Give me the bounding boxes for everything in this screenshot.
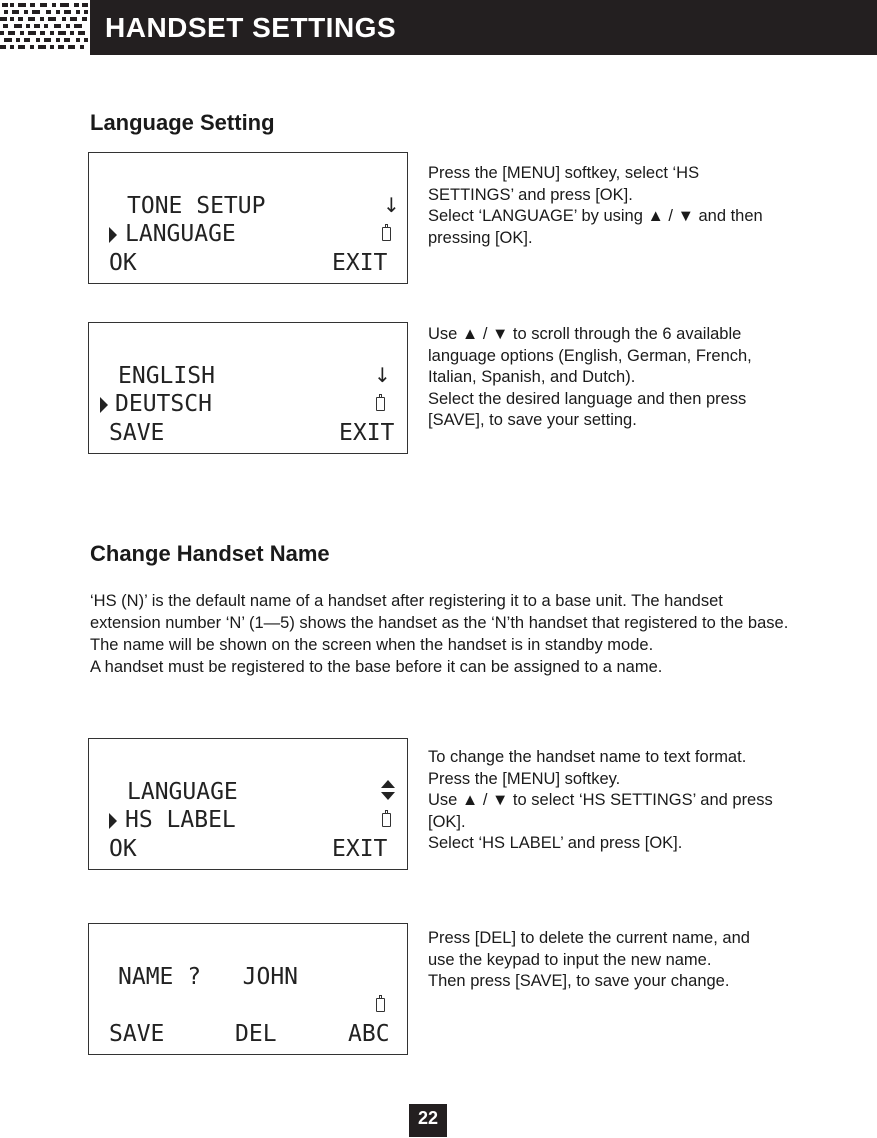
page-header-title: HANDSET SETTINGS <box>105 12 397 43</box>
lcd-line-1: LANGUAGE <box>127 779 238 805</box>
battery-icon <box>376 397 385 411</box>
lcd-line-2: HS LABEL <box>125 807 236 833</box>
section-title-language: Language Setting <box>90 110 275 135</box>
lcd-softkey-left: OK <box>109 836 137 862</box>
description-4 <box>428 928 778 993</box>
lcd-screen-language-list <box>88 322 408 454</box>
description-paragraph: Press [DEL] to delete the current name, and use the keypad to input the new name. <box>428 929 750 969</box>
scroll-down-icon: ↓ <box>374 363 391 387</box>
battery-icon <box>382 227 391 241</box>
body-paragraph: A handset must be registered to the base before it can be assigned to a name. <box>90 658 663 676</box>
lcd-line-1: ENGLISH <box>118 363 215 389</box>
lcd-screen-tone-setup <box>88 152 408 284</box>
description-1 <box>428 163 778 249</box>
lcd-softkey-right: EXIT <box>332 836 388 862</box>
description-paragraph: Select the desired language and then press [SAVE], to save your setting. <box>428 389 747 429</box>
cursor-arrow-icon <box>100 397 108 413</box>
scroll-down-icon: ↓ <box>383 193 400 217</box>
lcd-screen-name-entry <box>88 923 408 1055</box>
section-title-handset-name: Change Handset Name <box>90 541 330 566</box>
lcd-line-1: NAME ? JOHN <box>118 964 299 990</box>
lcd-softkey-right: EXIT <box>332 250 388 276</box>
lcd-softkey-middle: DEL <box>235 1021 277 1047</box>
lcd-screen-hs-label <box>88 738 408 870</box>
page-number: 22 <box>409 1104 447 1137</box>
description-3 <box>428 747 778 855</box>
description-paragraph: Use ▲ / ▼ to scroll through the 6 available language options (English, German, French, Italian, Spanish, and Dutch). <box>428 325 752 386</box>
lcd-softkey-left: SAVE <box>109 420 165 446</box>
lcd-line-1: TONE SETUP <box>127 193 266 219</box>
description-paragraph: Press the [MENU] softkey. <box>428 769 621 788</box>
cursor-arrow-icon <box>109 227 117 243</box>
description-paragraph: Select ‘HS LABEL’ and press [OK]. <box>428 834 683 852</box>
battery-icon <box>376 998 385 1012</box>
lcd-line-2: LANGUAGE <box>125 221 236 247</box>
description-paragraph: Select ‘LANGUAGE’ by using ▲ / ▼ and then pressing [OK]. <box>428 207 763 247</box>
cursor-arrow-icon <box>109 813 117 829</box>
description-paragraph: Use ▲ / ▼ to select ‘HS SETTINGS’ and press [OK]. <box>428 791 773 831</box>
body-paragraph: ‘HS (N)’ is the default name of a handset after registering it to a base unit. The handset extension number ‘N’ (1—5) shows the handset as the ‘N’th handset that registered to the base. The name will be shown on the screen when the handset is in standby mode. <box>90 592 789 654</box>
battery-icon <box>382 813 391 827</box>
description-2 <box>428 324 778 432</box>
description-paragraph: To change the handset name to text format. <box>428 748 747 766</box>
lcd-softkey-left: SAVE <box>109 1021 165 1047</box>
handset-name-body <box>90 590 790 678</box>
lcd-line-2: DEUTSCH <box>115 391 212 417</box>
lcd-softkey-left: OK <box>109 250 137 276</box>
lcd-softkey-right: EXIT <box>339 420 395 446</box>
description-paragraph: Press the [MENU] softkey, select ‘HS SETTINGS’ and press [OK]. <box>428 164 700 204</box>
description-paragraph: Then press [SAVE], to save your change. <box>428 972 730 990</box>
logo-pattern <box>0 0 90 55</box>
lcd-softkey-right: ABC <box>348 1021 390 1047</box>
updown-icon <box>380 779 396 801</box>
